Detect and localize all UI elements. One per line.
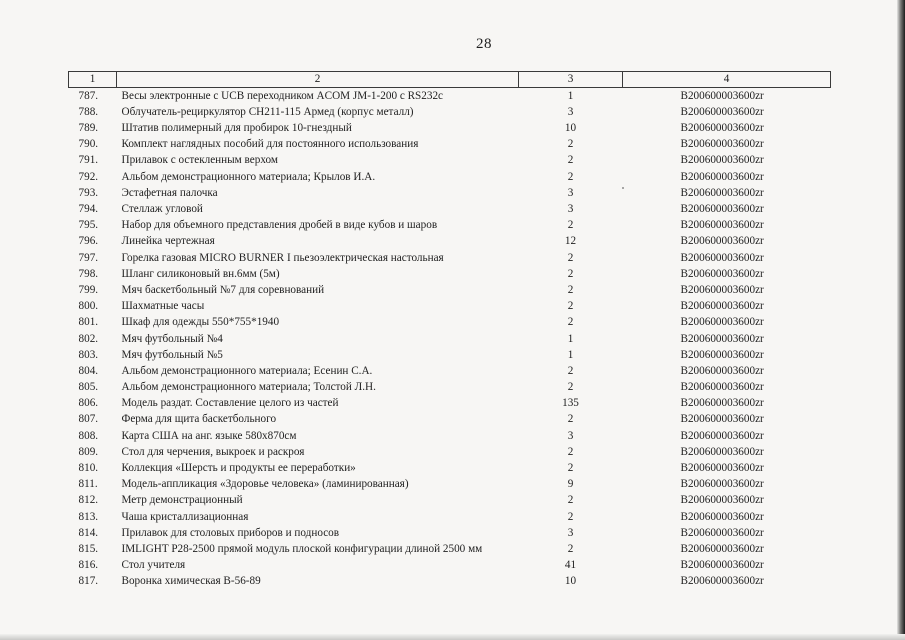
- item-code: B200600003600zr: [680, 575, 764, 588]
- table-row: [69, 282, 831, 298]
- row-number: 787.: [78, 89, 99, 102]
- row-number: 799.: [78, 283, 99, 296]
- item-quantity: 2: [567, 381, 574, 394]
- table-row: [69, 104, 831, 120]
- row-number: 811.: [78, 478, 98, 491]
- item-quantity: 10: [564, 122, 577, 135]
- item-name: Прилавок с остекленным верхом: [121, 154, 278, 167]
- item-code: B200600003600zr: [680, 542, 764, 555]
- item-name: Альбом демонстрационного материала; Есенин С.А.: [121, 364, 373, 377]
- item-code: B200600003600zr: [680, 235, 764, 248]
- table-row: [69, 234, 831, 250]
- table-row: [69, 461, 831, 477]
- table-row: [69, 444, 831, 460]
- item-quantity: 2: [567, 300, 574, 313]
- item-code: B200600003600zr: [680, 348, 764, 361]
- table-row: [69, 541, 831, 557]
- row-number: 800.: [78, 300, 99, 313]
- table-row: [69, 558, 831, 574]
- item-code: B200600003600zr: [680, 267, 764, 280]
- item-code: B200600003600zr: [680, 122, 764, 135]
- item-code: B200600003600zr: [680, 316, 764, 329]
- table-row: [69, 88, 831, 105]
- item-name: Весы электронные с UCB переходником ACOM JM-1-200 с RS232c: [121, 89, 444, 102]
- item-quantity: 2: [567, 154, 574, 167]
- row-number: 808.: [78, 429, 99, 442]
- scan-edge-right: [897, 0, 905, 640]
- table-row: [69, 121, 831, 137]
- table-row: [69, 412, 831, 428]
- row-number: 810.: [78, 462, 99, 474]
- item-name: Воронка химическая В-56-89: [121, 575, 261, 588]
- item-quantity: 2: [567, 219, 574, 232]
- item-code: B200600003600zr: [680, 559, 764, 572]
- item-code: B200600003600zr: [680, 364, 764, 377]
- table-row: [69, 250, 831, 266]
- item-name: Мяч футбольный №5: [121, 348, 223, 361]
- item-quantity: 2: [567, 494, 574, 507]
- item-quantity: 41: [564, 559, 577, 572]
- row-number: 789.: [78, 122, 99, 135]
- item-name: Мяч футбольный №4: [121, 332, 223, 345]
- item-name: Шкаф для одежды 550*755*1940: [121, 316, 280, 329]
- item-code: B200600003600zr: [680, 510, 764, 523]
- item-code: B200600003600zr: [680, 445, 764, 458]
- scan-edge-bottom: [0, 634, 905, 640]
- item-name: Стол для черчения, выкроек и раскроя: [121, 445, 305, 458]
- item-code: B200600003600zr: [680, 397, 764, 410]
- table-row: [69, 266, 831, 282]
- row-number: 804.: [78, 364, 99, 377]
- row-number: 796.: [78, 235, 99, 248]
- table-row: [69, 169, 831, 185]
- table-row: [69, 380, 831, 396]
- item-quantity: 2: [567, 364, 574, 377]
- item-name: Эстафетная палочка: [121, 186, 218, 199]
- table-row: [69, 428, 831, 444]
- row-number: 797.: [78, 251, 99, 264]
- item-name: Карта США на анг. языке 580х870см: [121, 429, 297, 442]
- row-number: 806.: [78, 397, 99, 410]
- item-code: B200600003600zr: [680, 381, 764, 394]
- item-quantity: 2: [567, 462, 574, 474]
- column-header-1: 1: [69, 72, 117, 88]
- table-row: [69, 331, 831, 347]
- table-row: [69, 347, 831, 363]
- item-quantity: 3: [567, 203, 574, 215]
- row-number: 798.: [78, 267, 99, 280]
- item-quantity: 3: [567, 105, 574, 118]
- row-number: 817.: [78, 575, 99, 588]
- item-name: Ферма для щита баскетбольного: [121, 413, 277, 426]
- row-number: 815.: [78, 542, 99, 555]
- row-number: 793.: [78, 186, 99, 199]
- item-code: B200600003600zr: [680, 154, 764, 167]
- item-name: Линейка чертежная: [121, 235, 215, 248]
- item-code: B200600003600zr: [680, 332, 764, 345]
- item-quantity: 2: [567, 445, 574, 458]
- item-code: B200600003600zr: [680, 526, 764, 539]
- table-row: [69, 574, 831, 590]
- item-quantity: 1: [567, 332, 574, 345]
- item-name: IMLIGHT P28-2500 прямой модуль плоской конфигурации длиной 2500 мм: [121, 542, 483, 555]
- item-code: B200600003600zr: [680, 251, 764, 264]
- table-row: [69, 363, 831, 379]
- item-quantity: 3: [567, 186, 574, 199]
- item-quantity: 2: [567, 138, 574, 151]
- item-name: Стеллаж угловой: [121, 203, 203, 215]
- item-quantity: 12: [564, 235, 577, 248]
- item-name: Прилавок для столовых приборов и подносов: [121, 526, 340, 539]
- row-number: 795.: [78, 219, 99, 232]
- item-name: Шланг силиконовый вн.6мм (5м): [121, 267, 280, 280]
- item-quantity: 2: [567, 542, 574, 555]
- row-number: 812.: [78, 494, 99, 507]
- item-code: B200600003600zr: [680, 219, 764, 232]
- column-header-2: 2: [117, 72, 519, 88]
- item-name: Штатив полимерный для пробирок 10-гнездный: [121, 122, 352, 135]
- table-row: [69, 218, 831, 234]
- scan-speck: [622, 187, 624, 189]
- item-quantity: 2: [567, 170, 574, 183]
- item-code: B200600003600zr: [680, 138, 764, 151]
- row-number: 809.: [78, 445, 99, 458]
- item-quantity: 2: [567, 251, 574, 264]
- row-number: 805.: [78, 381, 99, 394]
- row-number: 791.: [78, 154, 99, 167]
- item-quantity: 1: [567, 348, 574, 361]
- item-name: Альбом демонстрационного материала; Толстой Л.Н.: [121, 381, 376, 394]
- table-row: [69, 185, 831, 201]
- item-code: B200600003600zr: [680, 478, 764, 491]
- item-code: B200600003600zr: [680, 413, 764, 426]
- item-code: B200600003600zr: [680, 300, 764, 313]
- item-name: Мяч баскетбольный №7 для соревнований: [121, 283, 325, 296]
- item-name: Облучатель-рециркулятор СН211-115 Армед (корпус металл): [121, 105, 414, 118]
- item-quantity: 2: [567, 267, 574, 280]
- table-row: [69, 396, 831, 412]
- table-body: [69, 88, 831, 590]
- row-number: 814.: [78, 526, 99, 539]
- item-quantity: 1: [567, 89, 574, 102]
- item-name: Модель раздат. Составление целого из частей: [121, 397, 339, 410]
- row-number: 801.: [78, 316, 99, 329]
- item-quantity: 2: [567, 413, 574, 426]
- item-quantity: 2: [567, 316, 574, 329]
- item-name: Горелка газовая MICRO BURNER I пьезоэлектрическая настольная: [121, 251, 444, 264]
- page-number: 28: [476, 36, 492, 52]
- item-name: Коллекция «Шерсть и продукты ее переработки»: [121, 462, 356, 474]
- item-name: Набор для объемного представления дробей в виде кубов и шаров: [121, 219, 438, 232]
- row-number: 792.: [78, 170, 99, 183]
- row-number: 802.: [78, 332, 99, 345]
- item-code: B200600003600zr: [680, 89, 764, 102]
- item-quantity: 2: [567, 510, 574, 523]
- item-quantity: 3: [567, 429, 574, 442]
- table-row: [69, 202, 831, 218]
- item-name: Метр демонстрационный: [121, 494, 243, 507]
- item-quantity: 9: [567, 478, 574, 491]
- item-name: Комплект наглядных пособий для постоянного использования: [121, 138, 419, 151]
- item-code: B200600003600zr: [680, 494, 764, 507]
- item-code: B200600003600zr: [680, 203, 764, 215]
- item-quantity: 3: [567, 526, 574, 539]
- item-quantity: 2: [567, 283, 574, 296]
- item-name: Альбом демонстрационного материала; Крылов И.А.: [121, 170, 376, 183]
- inventory-table: [68, 71, 831, 590]
- table-header-row: [69, 72, 831, 88]
- table-row: [69, 477, 831, 493]
- item-code: B200600003600zr: [680, 170, 764, 183]
- column-header-3: 3: [519, 72, 623, 88]
- table-row: [69, 137, 831, 153]
- table-row: [69, 509, 831, 525]
- row-number: 788.: [78, 105, 99, 118]
- item-code: B200600003600zr: [680, 429, 764, 442]
- item-code: B200600003600zr: [680, 186, 764, 199]
- column-header-4: 4: [623, 72, 831, 88]
- row-number: 790.: [78, 138, 99, 151]
- item-name: Модель-аппликация «Здоровье человека» (ламинированная): [121, 478, 409, 491]
- table-row: [69, 299, 831, 315]
- item-name: Чаша кристаллизационная: [121, 510, 249, 523]
- item-code: B200600003600zr: [680, 105, 764, 118]
- row-number: 803.: [78, 348, 99, 361]
- item-code: B200600003600zr: [680, 283, 764, 296]
- table-row: [69, 493, 831, 509]
- row-number: 813.: [78, 510, 99, 523]
- table-row: [69, 153, 831, 169]
- row-number: 816.: [78, 559, 99, 572]
- item-name: Шахматные часы: [121, 300, 205, 313]
- item-quantity: 135: [562, 397, 579, 410]
- row-number: 794.: [78, 203, 99, 215]
- item-code: B200600003600zr: [680, 462, 764, 474]
- item-name: Стол учителя: [121, 559, 186, 572]
- item-quantity: 10: [564, 575, 577, 588]
- table-row: [69, 525, 831, 541]
- table-row: [69, 315, 831, 331]
- row-number: 807.: [78, 413, 99, 426]
